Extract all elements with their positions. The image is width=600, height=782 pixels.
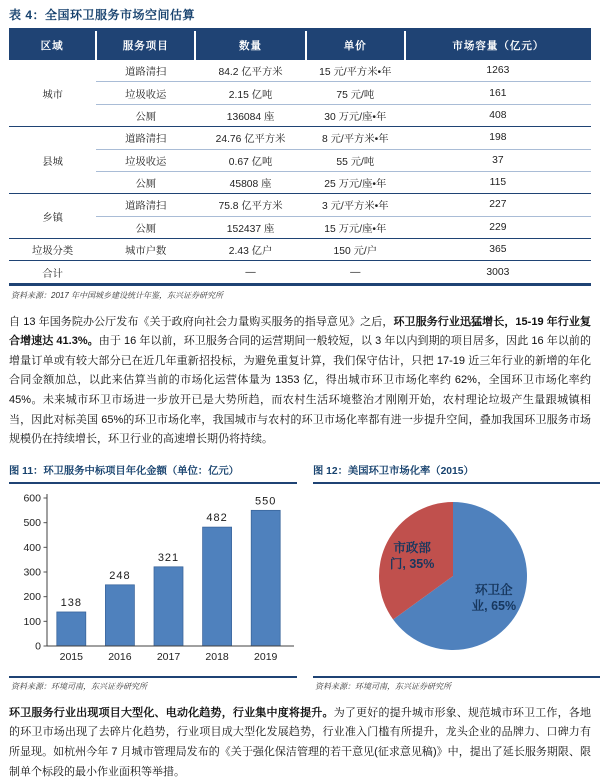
bar-2019: [251, 510, 280, 646]
capacity-cell: 115: [405, 171, 591, 193]
table-row: [9, 261, 591, 284]
unit-price-cell: 25 万元/座•年: [306, 171, 405, 193]
figure-12-source: 资料来源：环境司南，东兴证券研究所: [313, 676, 600, 692]
column-header-0: 区域: [9, 30, 96, 61]
bar-chart-svg: [9, 484, 297, 676]
table-row: [9, 149, 591, 171]
quantity-cell: 24.76 亿平方米: [195, 127, 306, 149]
quantity-cell: 152437 座: [195, 216, 306, 238]
service-cell: 垃圾收运: [96, 82, 195, 104]
table-source: 资料来源：2017 年中国城乡建设统计年鉴，东兴证券研究所: [11, 290, 224, 300]
capacity-cell: 198: [405, 127, 591, 149]
service-cell: 城市户数: [96, 239, 195, 261]
pie-slice-label: 环卫企业, 65%: [471, 582, 517, 613]
y-tick-label: 600: [23, 492, 41, 505]
table-title: 表 4：全国环卫服务市场空间估算: [9, 8, 196, 22]
bar-2018: [203, 527, 232, 646]
service-cell: 道路清扫: [96, 127, 195, 149]
market-estimate-table: [9, 28, 591, 286]
capacity-cell: 365: [405, 239, 591, 261]
p2-bold-lead: 环卫服务行业出现项目大型化、电动化趋势，行业集中度将提升。: [9, 706, 334, 719]
table-header-row: [9, 30, 591, 61]
quantity-cell: 2.15 亿吨: [195, 82, 306, 104]
p1-text-start: 自 13 年国务院办公厅发布《关于政府向社会力量购买服务的指导意见》之后，: [9, 315, 394, 328]
quantity-cell: —: [195, 261, 306, 284]
figure-12: [313, 462, 600, 692]
p2-text: 为了更好的提升城市形象、规范城市环卫工作，各地的环卫市场出现了去碎片化趋势，行业项目成大型化发展趋势，行业准入门槛有所提升，龙头企业的品牌力、口碑力有所显现。如杭州今年 7 月城市管理局发布的《关于强化保洁管理的若干意见(征求意见稿)》中，提出了延长服务期限、限制单个标段的最小作业面积等举措。: [9, 706, 591, 778]
pie-slice-label: 市政部门, 35%: [389, 540, 435, 571]
pie-chart-container: [313, 484, 600, 676]
table-row: [9, 82, 591, 104]
bar-2016: [105, 585, 134, 646]
figure-11: [9, 462, 297, 692]
service-cell: 垃圾收运: [96, 149, 195, 171]
table-body: [9, 60, 591, 284]
service-cell: 道路清扫: [96, 194, 195, 216]
column-header-4: 市场容量（亿元）: [405, 30, 591, 61]
unit-price-cell: 3 元/平方米•年: [306, 194, 405, 216]
table-row: [9, 239, 591, 261]
region-cell: 乡镇: [9, 194, 96, 239]
capacity-cell: 161: [405, 82, 591, 104]
bar-chart-container: [9, 484, 297, 676]
service-cell: 道路清扫: [125, 67, 167, 79]
bar-value-label: 321: [157, 551, 180, 564]
unit-price-cell: 150 元/户: [306, 239, 405, 261]
unit-price-cell: 15 万元/座•年: [306, 216, 405, 238]
bar-2017: [154, 567, 183, 646]
table-row: [9, 216, 591, 238]
service-cell: [96, 261, 195, 284]
quantity-cell: 136084 座: [195, 104, 306, 126]
unit-price-cell: 55 元/吨: [306, 149, 405, 171]
service-cell: 公厕: [96, 104, 195, 126]
y-tick-label: 200: [23, 590, 41, 603]
bar-value-label: 550: [255, 495, 277, 508]
service-cell: 公厕: [96, 216, 195, 238]
capacity-cell: 229: [405, 216, 591, 238]
x-axis-label: 2016: [108, 650, 132, 663]
unit-price-cell: 30 万元/座•年: [306, 104, 405, 126]
table-header: [9, 30, 591, 61]
figures-row: [9, 462, 591, 692]
bar-value-label: 248: [109, 569, 131, 582]
figure-11-source: 资料来源：环境司南，东兴证券研究所: [9, 676, 297, 692]
p1-bold-highlight: 环卫服务行业迅猛增长，15-19 年行业复合增速达 41.3%。: [9, 315, 591, 348]
quantity-cell: 84.2 亿平方米: [218, 67, 283, 79]
paragraph-1: [9, 313, 591, 450]
table-row: [9, 104, 591, 126]
capacity-cell: 1263: [486, 65, 510, 77]
column-header-2: 数量: [195, 30, 306, 61]
p1-text-end: 由于 16 年以前，环卫服务合同的运营期间一般较短，以 3 年以内到期的项目居多，因此 16 年以前的增量订单或有较大部分已在近几年重新招投标，为避免重复计算，我们保守估计，只把 17-19 近三年行业的新增的年化合同金额加总，以此来估算当前的市场化运营体量为 1353 亿，得出城市环卫市场化率约 62%，全国环卫市场化率约 45%。未来城市环卫市场进一步放开已是大势所趋，而农村生活环境整治才刚刚开始，农村理论垃圾产生量跟城镇相当，因此对标美国 65%的环卫市场化率，我国城市与农村的环卫市场化率都有进一步提升空间，叠加我国环卫服务市场规模仍在持续增长，环卫行业的高速增长期仍将持续。: [9, 335, 591, 446]
bar-2015: [57, 612, 86, 646]
y-tick-label: 500: [23, 516, 41, 529]
table-row: [9, 127, 591, 149]
y-tick-label: 300: [23, 566, 41, 579]
bar-value-label: 482: [206, 511, 228, 524]
capacity-cell: 37: [405, 149, 591, 171]
region-cell: 垃圾分类: [9, 239, 96, 261]
service-cell: 公厕: [96, 171, 195, 193]
column-header-1: 服务项目: [96, 30, 195, 61]
unit-price-cell: —: [306, 261, 405, 284]
quantity-cell: 2.43 亿户: [195, 239, 306, 261]
capacity-cell: 408: [405, 104, 591, 126]
y-tick-label: 100: [23, 615, 41, 628]
capacity-cell: 3003: [405, 261, 591, 284]
x-axis-label: 2019: [254, 650, 278, 663]
figure-12-title: 图 12：美国环卫市场化率（2015）: [313, 462, 600, 484]
capacity-cell: 227: [405, 194, 591, 216]
column-header-3: 单价: [306, 30, 405, 61]
bar-value-label: 138: [60, 596, 82, 609]
unit-price-cell: 8 元/平方米•年: [306, 127, 405, 149]
x-axis-label: 2018: [205, 650, 229, 663]
table-row: [9, 60, 591, 82]
x-axis-label: 2015: [59, 650, 83, 663]
quantity-cell: 45808 座: [195, 171, 306, 193]
region-cell: 合计: [9, 261, 96, 284]
figure-11-title: 图 11：环卫服务中标项目年化金额（单位：亿元）: [9, 462, 297, 484]
pie-chart-svg: [313, 484, 600, 676]
x-axis-label: 2017: [156, 650, 181, 663]
unit-price-cell: 75 元/吨: [306, 82, 405, 104]
table-row: [9, 171, 591, 193]
paragraph-2: [9, 704, 591, 782]
region-cell: 城市: [42, 89, 63, 101]
y-tick-label: 400: [23, 541, 41, 554]
region-cell: 县城: [9, 127, 96, 194]
quantity-cell: 0.67 亿吨: [195, 149, 306, 171]
quantity-cell: 75.8 亿平方米: [195, 194, 306, 216]
table-row: [9, 194, 591, 216]
unit-price-cell: 15 元/平方米•年: [319, 67, 392, 79]
y-tick-label: 0: [35, 640, 41, 653]
